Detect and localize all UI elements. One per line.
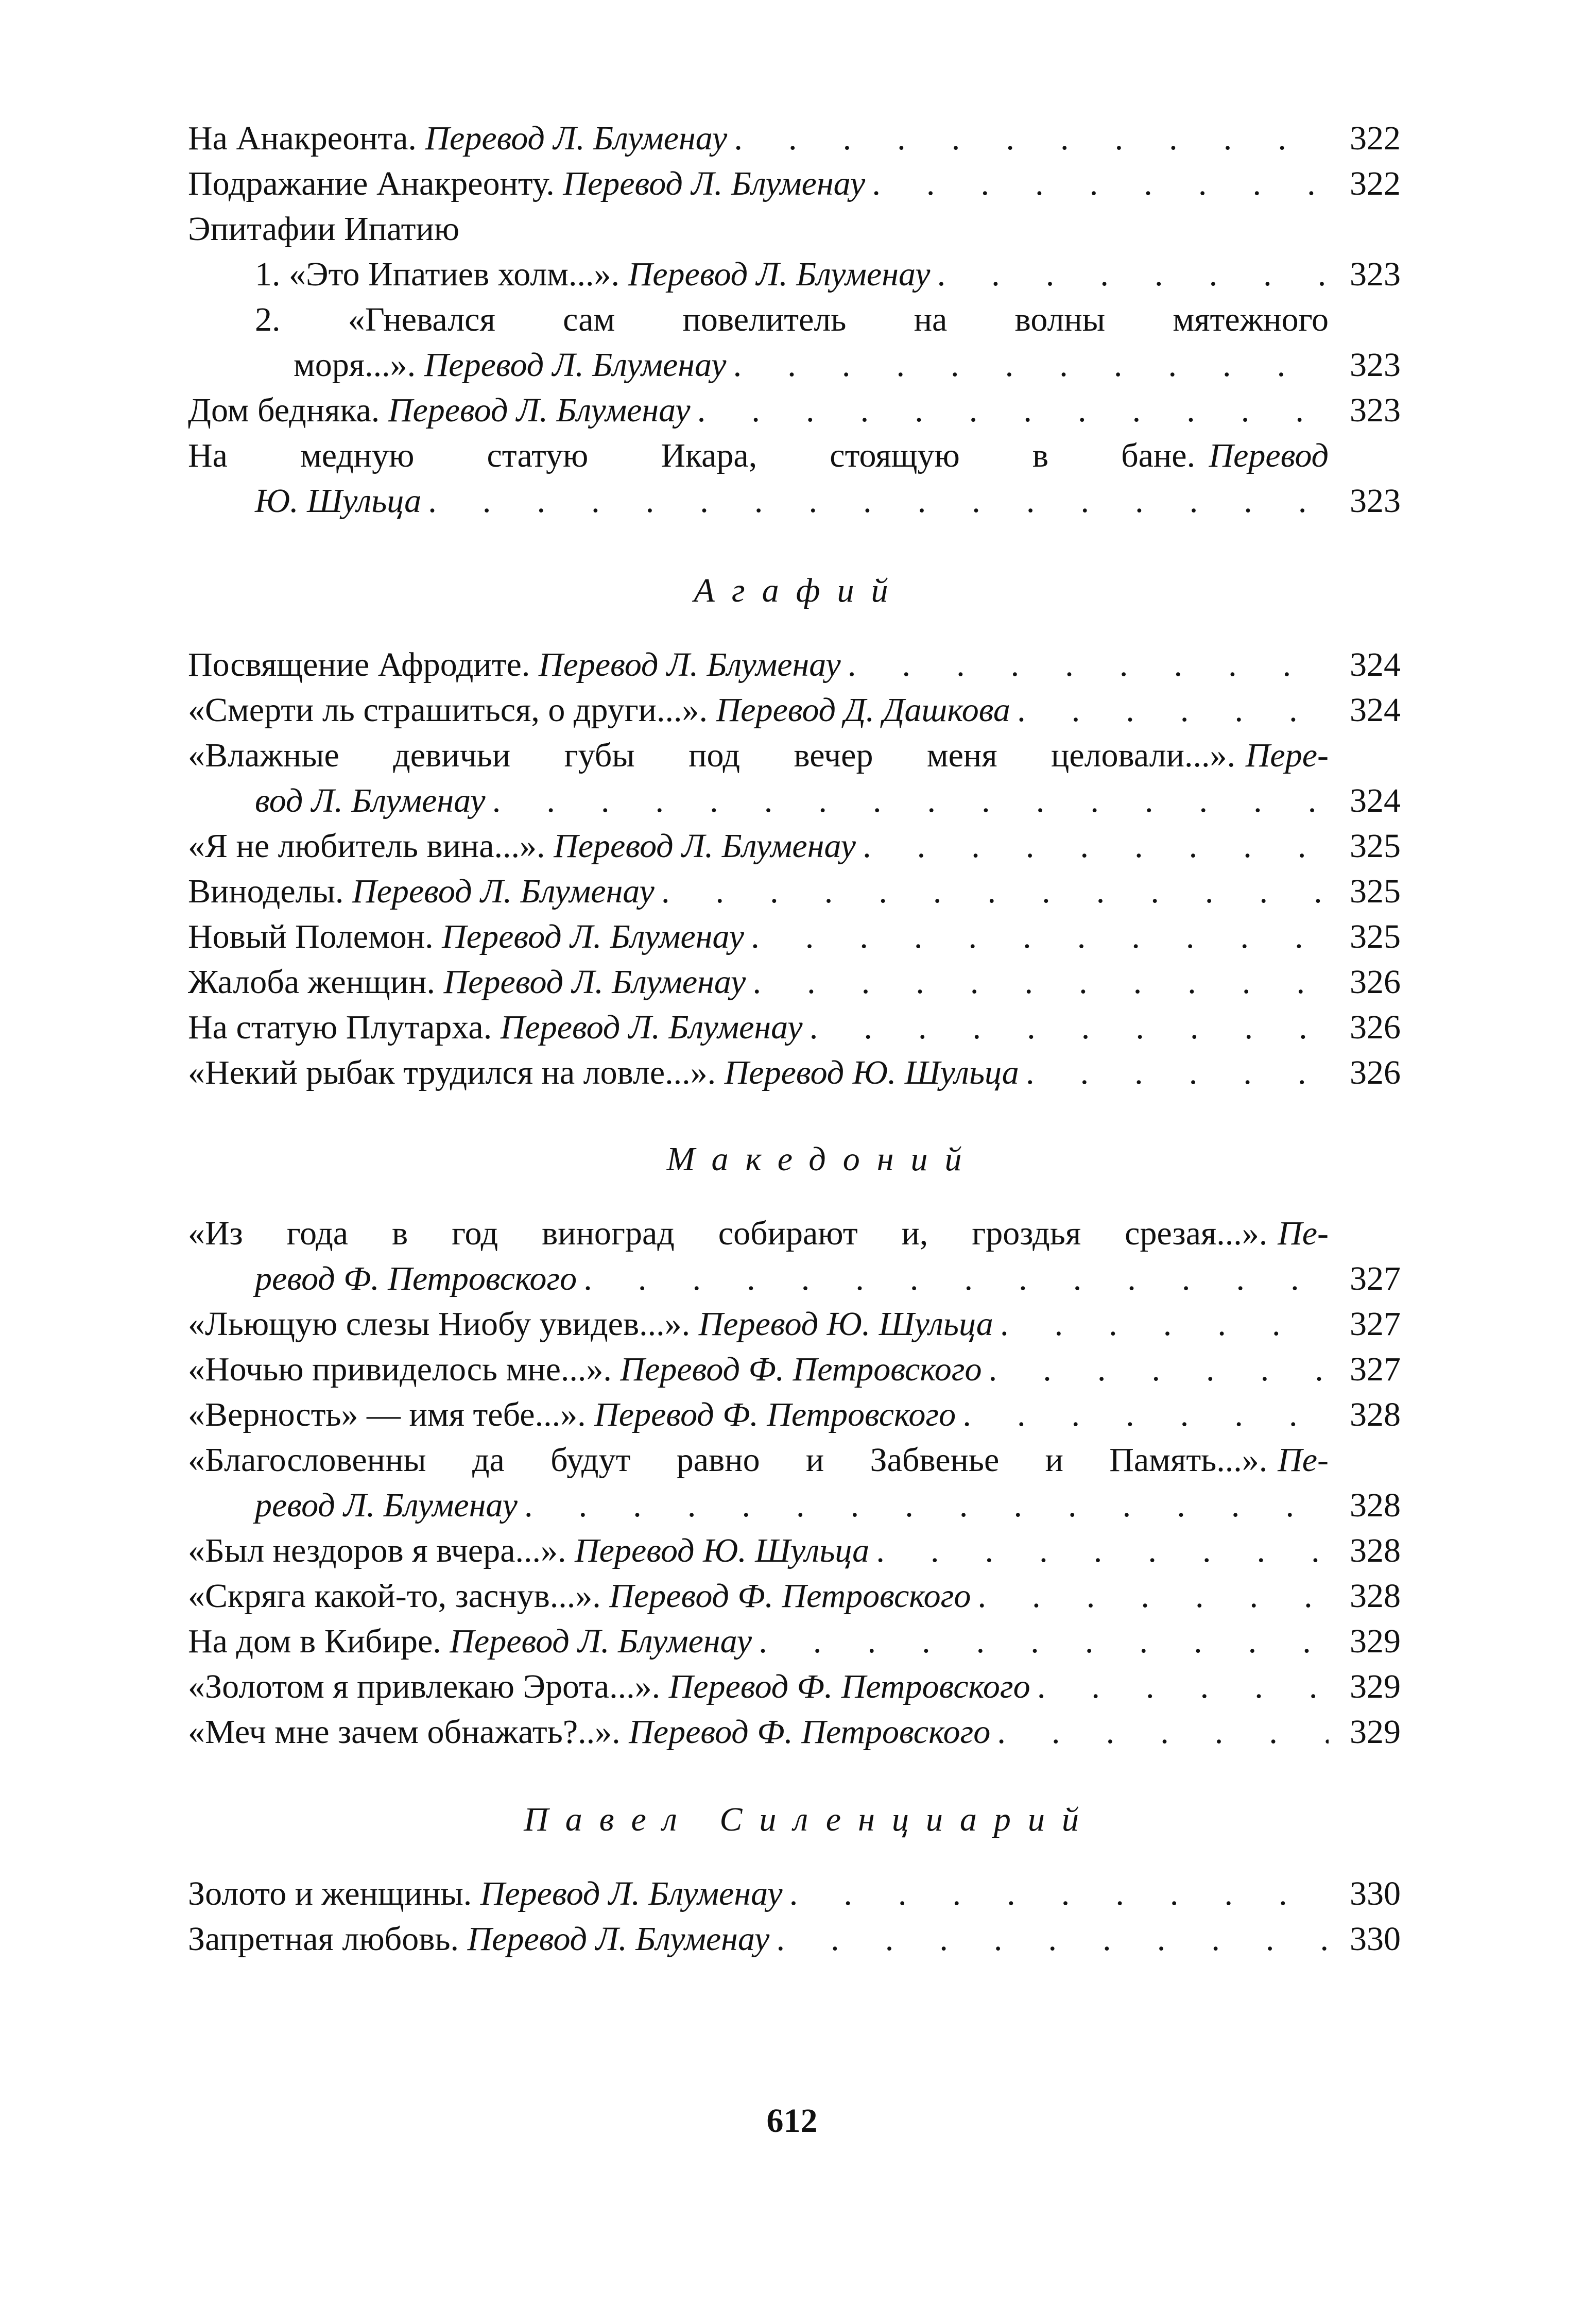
entry-translator: Пе- — [1278, 1441, 1329, 1479]
entry-title: «Я не любитель вина...». — [188, 827, 545, 865]
dot-leader — [752, 1619, 1329, 1664]
dot-leader — [727, 116, 1329, 161]
entry-page: 330 — [1350, 1920, 1401, 1958]
entry-page: 325 — [1350, 918, 1401, 955]
entry-translator: Пере- — [1245, 737, 1329, 774]
page-number: 612 — [766, 2102, 818, 2140]
dot-leader — [518, 1483, 1329, 1528]
toc-entry — [188, 1347, 1401, 1392]
entry-title: На дом в Кибире. — [188, 1622, 441, 1660]
entry-title: 1. «Это Ипатиев холм...». — [255, 255, 620, 293]
toc-entry — [188, 869, 1401, 914]
entry-translator: Перевод Ю. Шульца — [575, 1532, 870, 1569]
dot-leader — [1030, 1664, 1329, 1710]
entry-page: 324 — [1350, 782, 1401, 819]
entry-title: Посвящение Афродите. — [188, 646, 530, 683]
entry-translator: Перевод Д. Дашкова — [716, 691, 1010, 729]
toc-entry — [188, 1211, 1401, 1302]
entry-title: Подражание Анакреонту. — [188, 165, 555, 202]
toc-entry — [188, 161, 1401, 207]
entry-title-line: 2. «Гневался сам повелитель на волны мятежного — [255, 301, 1329, 338]
dot-leader — [930, 252, 1329, 297]
toc-entry — [188, 1871, 1401, 1917]
entry-translator: Перевод Л. Блуменау — [467, 1920, 770, 1958]
entry-page: 325 — [1350, 873, 1401, 910]
entry-translator: Перевод Л. Блуменау — [352, 873, 655, 910]
entry-title: «Меч мне зачем обнажать?..». — [188, 1713, 621, 1751]
toc-entry — [188, 733, 1401, 824]
entry-page: 328 — [1350, 1577, 1401, 1615]
entry-title: «Золотом я привлекаю Эрота...». — [188, 1668, 661, 1705]
entry-page: 322 — [1350, 165, 1401, 202]
dot-leader — [577, 1256, 1329, 1302]
entry-translator: Перевод Л. Блуменау — [388, 391, 691, 429]
entry-translator: Перевод Л. Блуменау — [500, 1009, 803, 1046]
entry-title: «Ночью привиделось мне...». — [188, 1351, 612, 1388]
toc-entry — [188, 1050, 1401, 1096]
entry-translator: Перевод Л. Блуменау — [450, 1622, 752, 1660]
entry-title: Золото и женщины. — [188, 1875, 472, 1912]
toc-entry — [188, 1528, 1401, 1574]
toc-entry — [188, 433, 1401, 524]
entry-page: 327 — [1350, 1305, 1401, 1343]
entry-title: «Был нездоров я вчера...». — [188, 1532, 566, 1569]
entry-translator: ревод Л. Блуменау — [255, 1486, 518, 1524]
dot-leader — [990, 1710, 1329, 1755]
entry-title: «Льющую слезы Ниобу увидев...». — [188, 1305, 691, 1343]
toc-entry — [188, 642, 1401, 688]
dot-leader — [783, 1871, 1329, 1917]
entry-translator: Ю. Шульца — [255, 482, 422, 520]
entry-page: 329 — [1350, 1622, 1401, 1660]
toc-entry — [188, 116, 1401, 161]
entry-page: 324 — [1350, 646, 1401, 683]
toc-entry — [188, 388, 1401, 433]
entry-translator: Перевод Л. Блуменау — [628, 255, 931, 293]
entry-translator: Перевод Л. Блуменау — [480, 1875, 783, 1912]
dot-leader — [869, 1528, 1329, 1574]
dot-leader — [421, 479, 1329, 524]
entry-page: 323 — [1350, 482, 1401, 520]
dot-leader — [746, 960, 1329, 1005]
section-heading: Агафий — [694, 572, 905, 609]
toc-entry — [188, 1302, 1401, 1347]
entry-page: 322 — [1350, 119, 1401, 157]
dot-leader — [769, 1917, 1329, 1962]
entry-title: На медную статую Икара, стоящую в бане. — [188, 437, 1196, 474]
entry-title: «Влажные девичьи губы под вечер меня целовали...». — [188, 737, 1235, 774]
entry-translator: ревод Ф. Петровского — [255, 1260, 577, 1297]
toc-entry — [188, 1619, 1401, 1664]
entry-translator: Перевод Ф. Петровского — [594, 1396, 956, 1433]
entry-title: Новый Полемон. — [188, 918, 434, 955]
toc-entry — [188, 297, 1401, 388]
entry-page: 328 — [1350, 1486, 1401, 1524]
toc-entry — [188, 1438, 1401, 1528]
entry-translator: Перевод Л. Блуменау — [563, 165, 866, 202]
table-of-contents — [188, 116, 1401, 1962]
entry-title: На статую Плутарха. — [188, 1009, 492, 1046]
entry-page: 326 — [1350, 963, 1401, 1001]
dot-leader — [971, 1574, 1329, 1619]
entry-title: Запретная любовь. — [188, 1920, 459, 1958]
entry-page: 326 — [1350, 1054, 1401, 1091]
entry-translator: Перевод Ф. Петровского — [668, 1668, 1030, 1705]
entry-page: 325 — [1350, 827, 1401, 865]
toc-entry — [188, 688, 1401, 733]
dot-leader — [655, 869, 1329, 914]
entry-translator: вод Л. Блуменау — [255, 782, 486, 819]
toc-entry — [188, 1574, 1401, 1619]
entry-translator: Перевод Ю. Шульца — [698, 1305, 993, 1343]
entry-translator: Перевод — [1209, 437, 1329, 474]
entry-page: 328 — [1350, 1532, 1401, 1569]
toc-entry — [188, 960, 1401, 1005]
section-heading: Павел Силенциарий — [524, 1801, 1096, 1838]
entry-title: Дом бедняка. — [188, 391, 380, 429]
entry-translator: Перевод Ф. Петровского — [620, 1351, 982, 1388]
entry-title: Эпитафии Ипатию — [188, 210, 460, 248]
dot-leader — [841, 642, 1329, 688]
dot-leader — [865, 161, 1329, 207]
dot-leader — [1010, 688, 1329, 733]
toc-entry — [188, 824, 1401, 869]
toc-entry — [188, 1917, 1401, 1962]
section-heading: Македоний — [666, 1140, 979, 1178]
entry-title: Жалоба женщин. — [188, 963, 435, 1001]
dot-leader — [1019, 1050, 1329, 1096]
entry-title: Виноделы. — [188, 873, 344, 910]
entry-translator: Перевод Л. Блуменау — [442, 918, 744, 955]
entry-translator: Перевод Л. Блуменау — [424, 346, 727, 384]
entry-page: 330 — [1350, 1875, 1401, 1912]
entry-page: 328 — [1350, 1396, 1401, 1433]
entry-page: 329 — [1350, 1713, 1401, 1751]
entry-title: «Некий рыбак трудился на ловле...». — [188, 1054, 716, 1091]
entry-translator: Перевод Ф. Петровского — [629, 1713, 991, 1751]
entry-translator: Перевод Л. Блуменау — [425, 119, 728, 157]
entry-translator: Перевод Ф. Петровского — [609, 1577, 971, 1615]
dot-leader — [726, 343, 1329, 388]
dot-leader — [744, 914, 1329, 960]
toc-entry — [188, 252, 1401, 297]
dot-leader — [856, 824, 1329, 869]
entry-page: 324 — [1350, 691, 1401, 729]
entry-title: «Смерти ль страшиться, о други...». — [188, 691, 708, 729]
dot-leader — [993, 1302, 1329, 1347]
entry-title: «Верность» — имя тебе...». — [188, 1396, 586, 1433]
entry-page: 327 — [1350, 1351, 1401, 1388]
toc-entry — [188, 207, 1401, 252]
entry-page: 329 — [1350, 1668, 1401, 1705]
entry-title: моря...». — [294, 346, 416, 384]
toc-entry — [188, 1664, 1401, 1710]
dot-leader — [803, 1005, 1329, 1050]
entry-page: 326 — [1350, 1009, 1401, 1046]
entry-translator: Перевод Л. Блуменау — [443, 963, 746, 1001]
entry-title: На Анакреонта. — [188, 119, 417, 157]
dot-leader — [982, 1347, 1329, 1392]
entry-page: 327 — [1350, 1260, 1401, 1297]
dot-leader — [956, 1392, 1329, 1438]
entry-page: 323 — [1350, 255, 1401, 293]
entry-title: «Благословенны да будут равно и Забвенье и Память...». — [188, 1441, 1268, 1479]
toc-entry — [188, 1392, 1401, 1438]
entry-translator: Перевод Ю. Шульца — [724, 1054, 1019, 1091]
entry-translator: Перевод Л. Блуменау — [554, 827, 856, 865]
toc-entry — [188, 914, 1401, 960]
entry-translator: Перевод Л. Блуменау — [538, 646, 841, 683]
entry-title: «Из года в год виноград собирают и, гроздья срезая...». — [188, 1215, 1268, 1252]
toc-entry — [188, 1710, 1401, 1755]
toc-entry — [188, 1005, 1401, 1050]
dot-leader — [691, 388, 1329, 433]
entry-translator: Пе- — [1278, 1215, 1329, 1252]
dot-leader — [486, 778, 1329, 824]
entry-title: «Скряга какой-то, заснув...». — [188, 1577, 601, 1615]
entry-page: 323 — [1350, 391, 1401, 429]
entry-page: 323 — [1350, 346, 1401, 384]
